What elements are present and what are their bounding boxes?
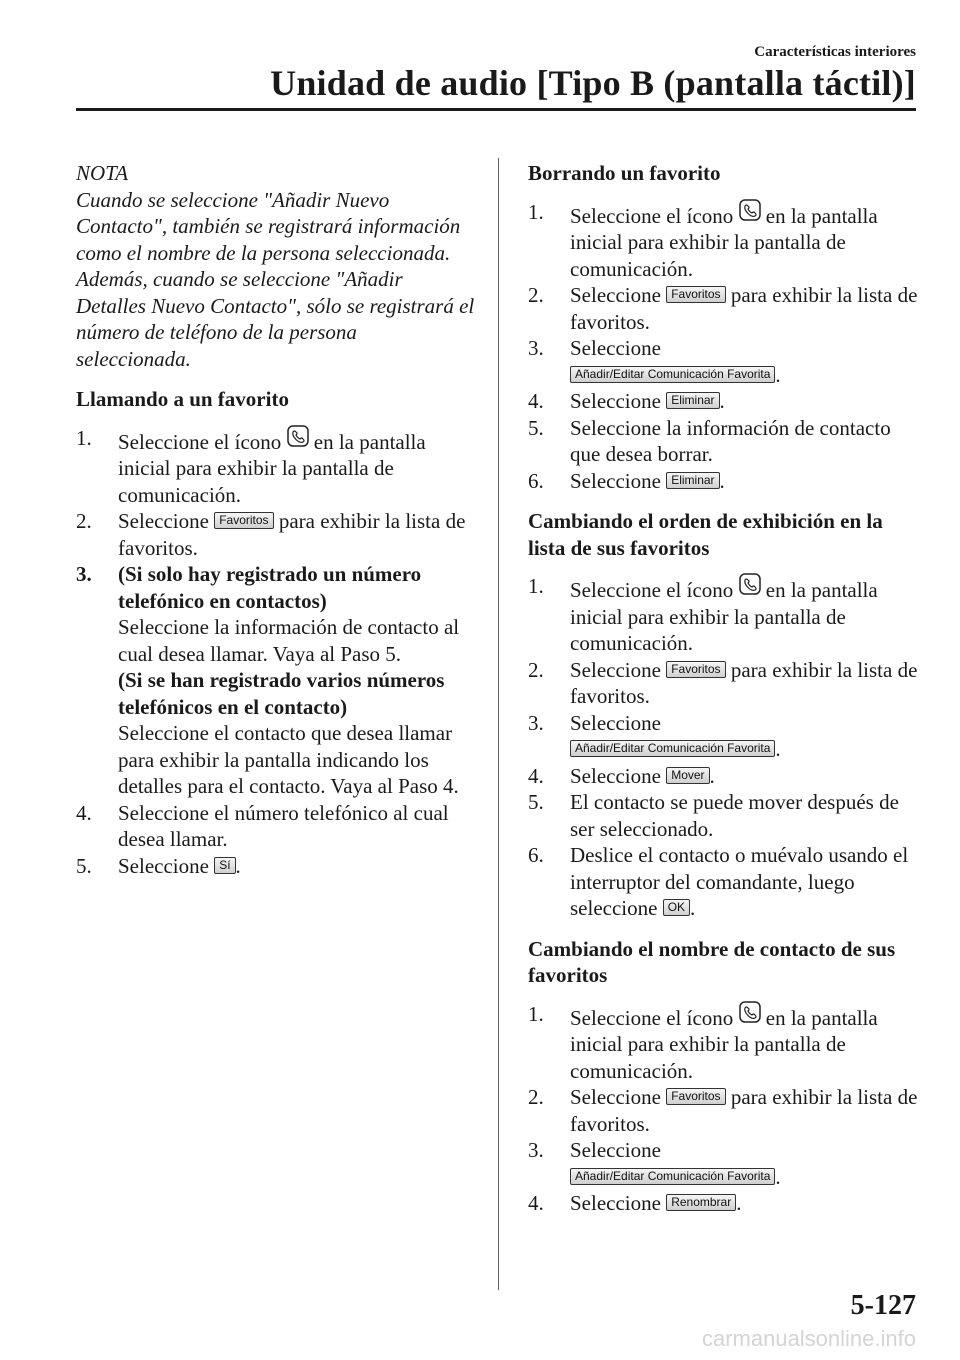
step-text: Seleccione bbox=[570, 468, 661, 493]
phone-icon bbox=[739, 199, 761, 221]
step-text: Seleccione bbox=[570, 657, 661, 682]
step-text: Seleccione bbox=[570, 336, 661, 360]
left-column bbox=[76, 160, 476, 879]
step-text: Seleccione bbox=[570, 1191, 661, 1215]
step-item bbox=[528, 1084, 920, 1137]
step-text: Seleccione la información de contacto al cual desea llamar. Vaya al Paso 5. bbox=[118, 615, 460, 666]
step-item bbox=[528, 335, 920, 388]
step-item bbox=[528, 789, 920, 842]
mover-button: Mover bbox=[666, 767, 709, 784]
step-item bbox=[76, 853, 476, 880]
step-item bbox=[76, 425, 476, 509]
step-number: 2. bbox=[528, 657, 544, 682]
step-item bbox=[528, 657, 920, 710]
step-text: Seleccione el ícono bbox=[570, 1005, 734, 1030]
step-text: en la pantalla inicial para exhibir la pantalla de comunicación. bbox=[570, 1005, 878, 1083]
step-item bbox=[528, 282, 920, 335]
step-item bbox=[528, 199, 920, 283]
section-title: Características interiores bbox=[754, 44, 916, 60]
step-text: en la pantalla inicial para exhibir la pantalla de comunicación. bbox=[570, 203, 878, 281]
step-number: 5. bbox=[528, 415, 544, 440]
step-number: 1. bbox=[528, 199, 544, 224]
section-heading-call-favorite: Llamando a un favorito bbox=[76, 387, 289, 411]
step-text: en la pantalla inicial para exhibir la pantalla de comunicación. bbox=[570, 578, 878, 655]
eliminar-button: Eliminar bbox=[666, 392, 719, 409]
step-text: Seleccione bbox=[118, 509, 209, 533]
step-text: . bbox=[719, 389, 725, 413]
step-text: Seleccione bbox=[570, 763, 661, 788]
step-text: . bbox=[775, 737, 781, 761]
step-text: para exhibir la lista de favoritos. bbox=[570, 657, 918, 708]
step-number: 4. bbox=[528, 1191, 544, 1215]
column-divider bbox=[498, 158, 499, 1290]
right-column bbox=[528, 160, 920, 1217]
step-item bbox=[76, 508, 476, 561]
step-text: Seleccione el ícono bbox=[118, 429, 282, 454]
favoritos-button: Favoritos bbox=[666, 661, 725, 678]
step-item bbox=[528, 468, 920, 495]
anadir-editar-favorita-button: Añadir/Editar Comunicación Favorita bbox=[570, 366, 775, 383]
step-condition: (Si se han registrado varios números telefónicos en el contacto) bbox=[118, 668, 445, 719]
step-number: 1. bbox=[76, 425, 92, 450]
page-title: Unidad de audio [Tipo B (pantalla táctil)] bbox=[270, 63, 916, 103]
favoritos-button: Favoritos bbox=[214, 512, 273, 529]
step-number: 4. bbox=[76, 800, 92, 825]
step-condition: (Si solo hay registrado un número telefónico en contactos) bbox=[118, 562, 422, 613]
step-number: 2. bbox=[528, 283, 544, 307]
step-item bbox=[528, 388, 920, 415]
step-text: Seleccione bbox=[570, 389, 661, 413]
favoritos-button: Favoritos bbox=[666, 1088, 725, 1105]
step-number: 2. bbox=[528, 1085, 544, 1109]
anadir-editar-favorita-button: Añadir/Editar Comunicación Favorita bbox=[570, 1168, 775, 1185]
step-text: para exhibir la lista de favoritos. bbox=[570, 283, 918, 334]
phone-icon bbox=[287, 425, 309, 447]
section-heading-rename: Cambiando el nombre de contacto de sus favoritos bbox=[528, 936, 896, 987]
step-text: Seleccione el contacto que desea llamar para exhibir la pantalla indicando los detalles para el contacto. Vaya al Paso 4. bbox=[118, 721, 459, 798]
step-text: . bbox=[719, 468, 725, 493]
renombrar-button: Renombrar bbox=[666, 1194, 736, 1211]
step-item bbox=[528, 1190, 920, 1217]
favoritos-button: Favoritos bbox=[666, 286, 725, 303]
step-number: 3. bbox=[528, 1138, 544, 1162]
step-text: . bbox=[235, 853, 241, 878]
step-number: 5. bbox=[528, 790, 544, 814]
step-number: 3. bbox=[528, 336, 544, 360]
note-text: Cuando se seleccione "Añadir Nuevo Contacto", también se registrará información como el nombre de la persona seleccionada. Además, cuando se seleccione "Añadir Detalles Nuevo Contacto", sólo se registrará el número de teléfono de la persona seleccionada. bbox=[76, 187, 475, 371]
step-item bbox=[528, 415, 920, 468]
step-item bbox=[528, 763, 920, 790]
step-number: 4. bbox=[528, 763, 544, 788]
section-heading-change-order: Cambiando el orden de exhibición en la lista de sus favoritos bbox=[528, 509, 883, 560]
step-item bbox=[76, 800, 476, 853]
section-heading-delete-favorite: Borrando un favorito bbox=[528, 161, 721, 185]
eliminar-button: Eliminar bbox=[666, 472, 719, 489]
step-text: Seleccione bbox=[118, 853, 209, 878]
page-number: 5-127 bbox=[850, 1290, 916, 1321]
step-text: para exhibir la lista de favoritos. bbox=[570, 1085, 918, 1136]
step-number: 6. bbox=[528, 468, 544, 493]
note-label: NOTA bbox=[76, 161, 129, 185]
step-text: Seleccione el número telefónico al cual desea llamar. bbox=[118, 800, 449, 851]
step-number: 1. bbox=[528, 1001, 544, 1026]
step-item bbox=[528, 842, 920, 922]
ok-button: OK bbox=[663, 899, 690, 916]
step-item bbox=[76, 561, 476, 800]
step-number: 6. bbox=[528, 843, 544, 867]
step-item bbox=[528, 1001, 920, 1085]
step-text: para exhibir la lista de favoritos. bbox=[118, 509, 466, 560]
step-text: Seleccione el ícono bbox=[570, 203, 734, 228]
step-text: Deslice el contacto o muévalo usando el interruptor del comandante, luego seleccione bbox=[570, 843, 909, 920]
step-number: 3. bbox=[528, 710, 544, 735]
step-item bbox=[528, 1137, 920, 1190]
step-number: 1. bbox=[528, 574, 544, 598]
step-text: Seleccione bbox=[570, 1085, 661, 1109]
phone-icon bbox=[739, 1001, 761, 1023]
step-number: 3. bbox=[76, 562, 92, 586]
step-text: Seleccione bbox=[570, 283, 661, 307]
step-number: 5. bbox=[76, 853, 92, 878]
step-text: . bbox=[775, 1164, 781, 1189]
step-text: Seleccione la información de contacto que desea borrar. bbox=[570, 415, 891, 466]
step-text: en la pantalla inicial para exhibir la pantalla de comunicación. bbox=[118, 429, 426, 507]
watermark: carmanualsonline.info bbox=[701, 1326, 916, 1351]
phone-icon bbox=[739, 573, 761, 595]
step-text: . bbox=[709, 763, 715, 788]
header-rule bbox=[76, 108, 916, 111]
step-item bbox=[528, 710, 920, 763]
si-button: Sí bbox=[214, 857, 235, 874]
step-item bbox=[528, 573, 920, 657]
step-text: . bbox=[736, 1191, 742, 1215]
step-number: 4. bbox=[528, 389, 544, 413]
step-text: El contacto se puede mover después de ser seleccionado. bbox=[570, 790, 899, 841]
anadir-editar-favorita-button: Añadir/Editar Comunicación Favorita bbox=[570, 740, 775, 757]
step-text: Seleccione el ícono bbox=[570, 578, 734, 602]
step-text: Seleccione bbox=[570, 1138, 661, 1162]
step-text: Seleccione bbox=[570, 710, 661, 735]
step-text: . bbox=[775, 362, 781, 387]
step-text: . bbox=[690, 896, 696, 920]
step-number: 2. bbox=[76, 509, 92, 533]
